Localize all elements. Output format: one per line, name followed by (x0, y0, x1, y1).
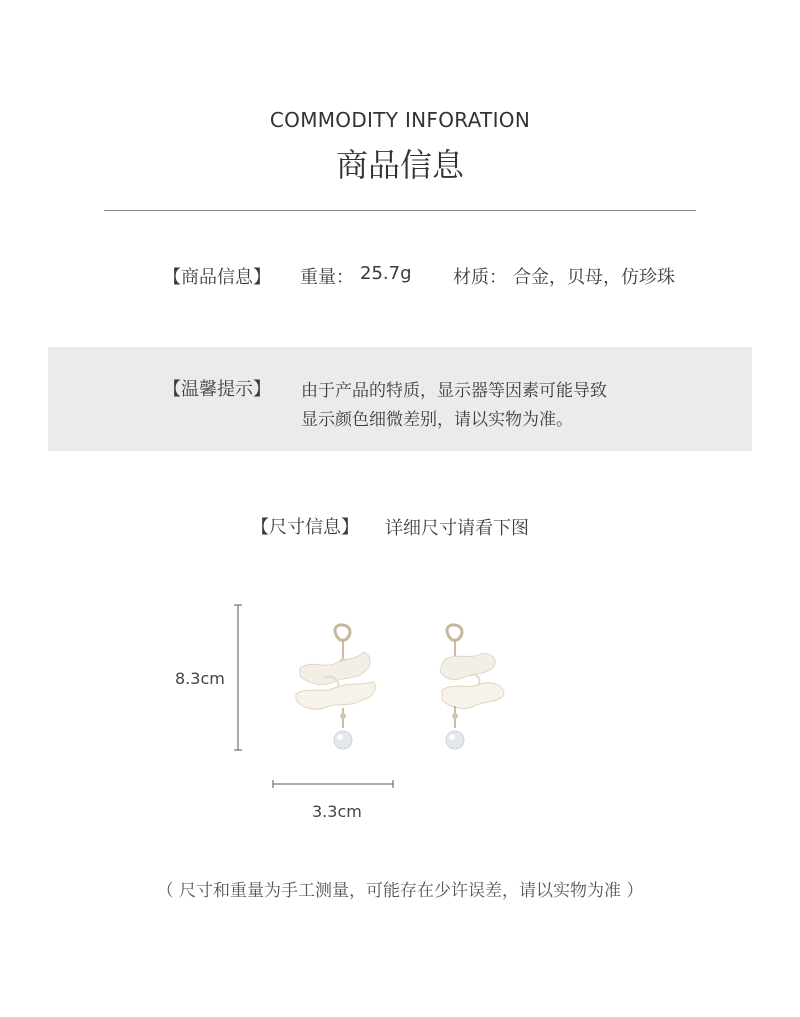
earring-left (296, 625, 375, 749)
height-dimension-line (234, 605, 242, 750)
material-label: 材质： (453, 267, 507, 288)
notice-line-2: 显示颜色细微差别，请以实物为准。 (301, 410, 573, 430)
product-info-label: 【商品信息】 (163, 267, 271, 288)
size-info-label: 【尺寸信息】 (251, 517, 359, 538)
earring-right (440, 625, 504, 749)
title-english: COMMODITY INFORATION (269, 108, 531, 132)
size-info-text: 详细尺寸请看下图 (385, 518, 529, 539)
width-dimension-line (273, 780, 393, 788)
title-chinese: 商品信息 (335, 146, 464, 184)
weight-value: 25.7g (360, 263, 412, 284)
notice-line-1: 由于产品的特质，显示器等因素可能导致 (301, 381, 607, 401)
notice-label: 【温馨提示】 (163, 379, 271, 400)
height-dimension-label: 8.3cm (175, 669, 225, 688)
width-dimension-label: 3.3cm (312, 802, 362, 821)
measurement-footnote: （ 尺寸和重量为手工测量，可能存在少许误差，请以实物为准 ） (156, 881, 644, 901)
material-value: 合金，贝母，仿珍珠 (513, 267, 675, 288)
weight-label: 重量： (300, 267, 354, 288)
